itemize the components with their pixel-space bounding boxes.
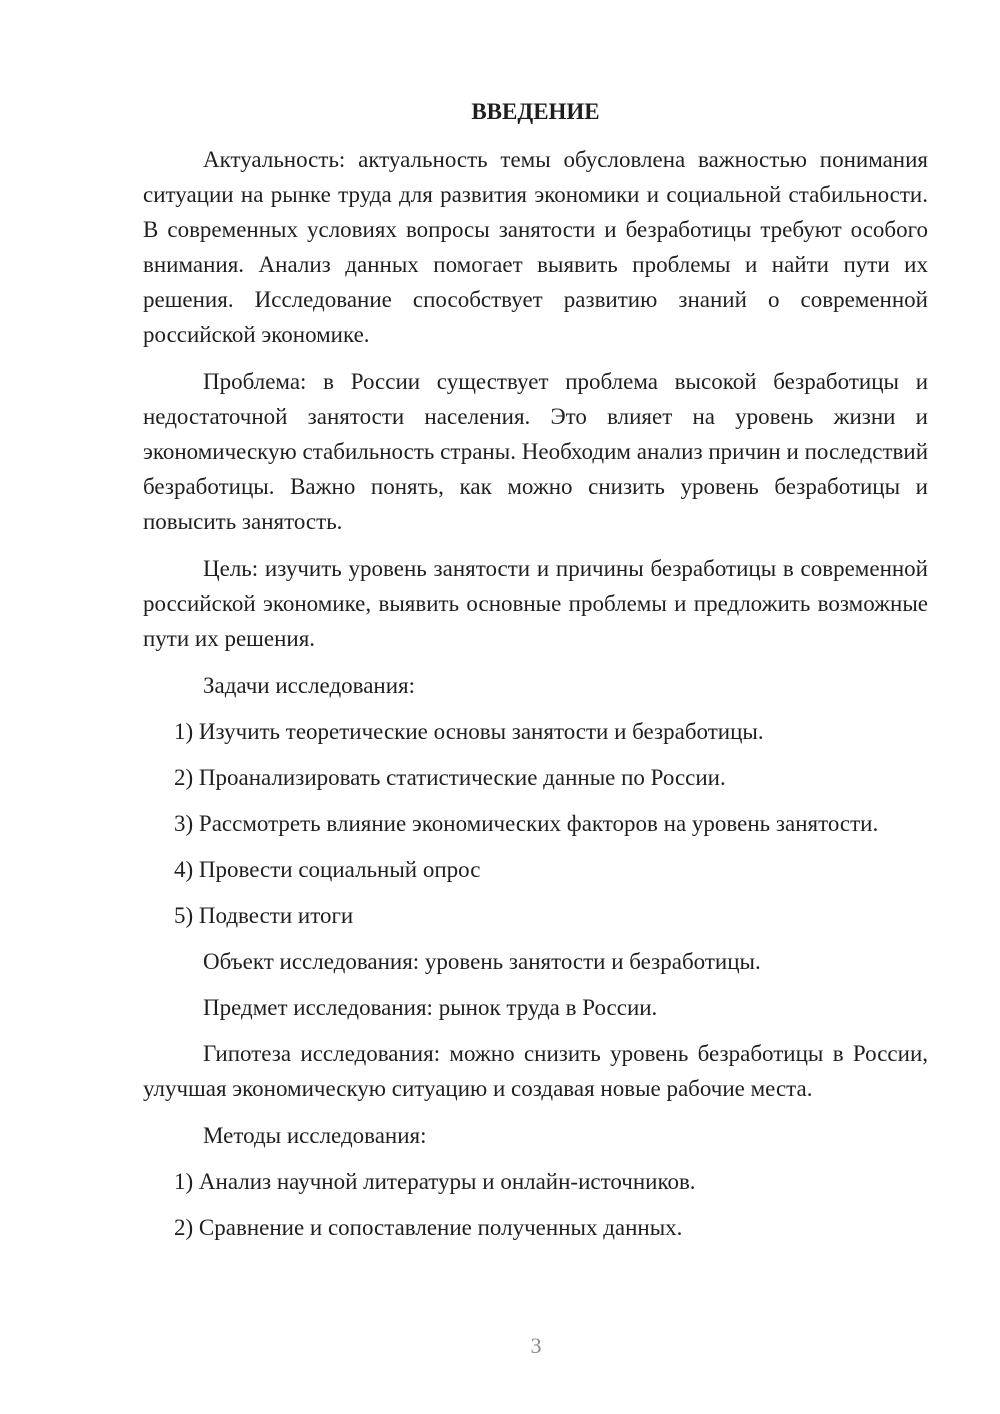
goal-paragraph: Цель: изучить уровень занятости и причины безработицы в современной российской экономике, выявить основные проблемы и предложить возможные пути их решения. (143, 556, 928, 651)
method-item: 1) Анализ научной литературы и онлайн-источников. (174, 1169, 696, 1194)
page-number: 3 (530, 1333, 542, 1358)
relevance-paragraph: Актуальность: актуальность темы обусловлена важностью понимания ситуации на рынке труда для развития экономики и социальной стабильности. В современных условиях вопросы занятости и безработицы требуют особого внимания. Анализ данных помогает выявить проблемы и найти пути их решения. Исследование способствует развитию знаний о современной российской экономике. (143, 147, 928, 347)
tasks-heading: Задачи исследования: (203, 673, 416, 698)
methods-heading: Методы исследования: (203, 1123, 427, 1148)
problem-paragraph: Проблема: в России существует проблема высокой безработицы и недостаточной занятости населения. Это влияет на уровень жизни и экономическую стабильность страны. Необходим анализ причин и последствий безработицы. Важно понять, как можно снизить уровень безработицы и повысить занятость. (143, 369, 928, 534)
method-item: 2) Сравнение и сопоставление полученных данных. (174, 1215, 683, 1240)
task-item: 4) Провести социальный опрос (174, 857, 481, 882)
task-item: 3) Рассмотреть влияние экономических факторов на уровень занятости. (174, 811, 879, 836)
object-paragraph: Объект исследования: уровень занятости и безработицы. (203, 949, 761, 974)
page-content (143, 94, 928, 1256)
task-item: 1) Изучить теоретические основы занятости и безработицы. (174, 719, 764, 744)
subject-paragraph: Предмет исследования: рынок труда в России. (203, 995, 658, 1020)
task-item: 5) Подвести итоги (174, 903, 354, 928)
hypothesis-paragraph: Гипотеза исследования: можно снизить уровень безработицы в России, улучшая экономическую ситуацию и создавая новые рабочие места. (143, 1041, 928, 1101)
section-title: ВВЕДЕНИЕ (471, 99, 600, 124)
task-item: 2) Проанализировать статистические данные по России. (174, 765, 726, 790)
